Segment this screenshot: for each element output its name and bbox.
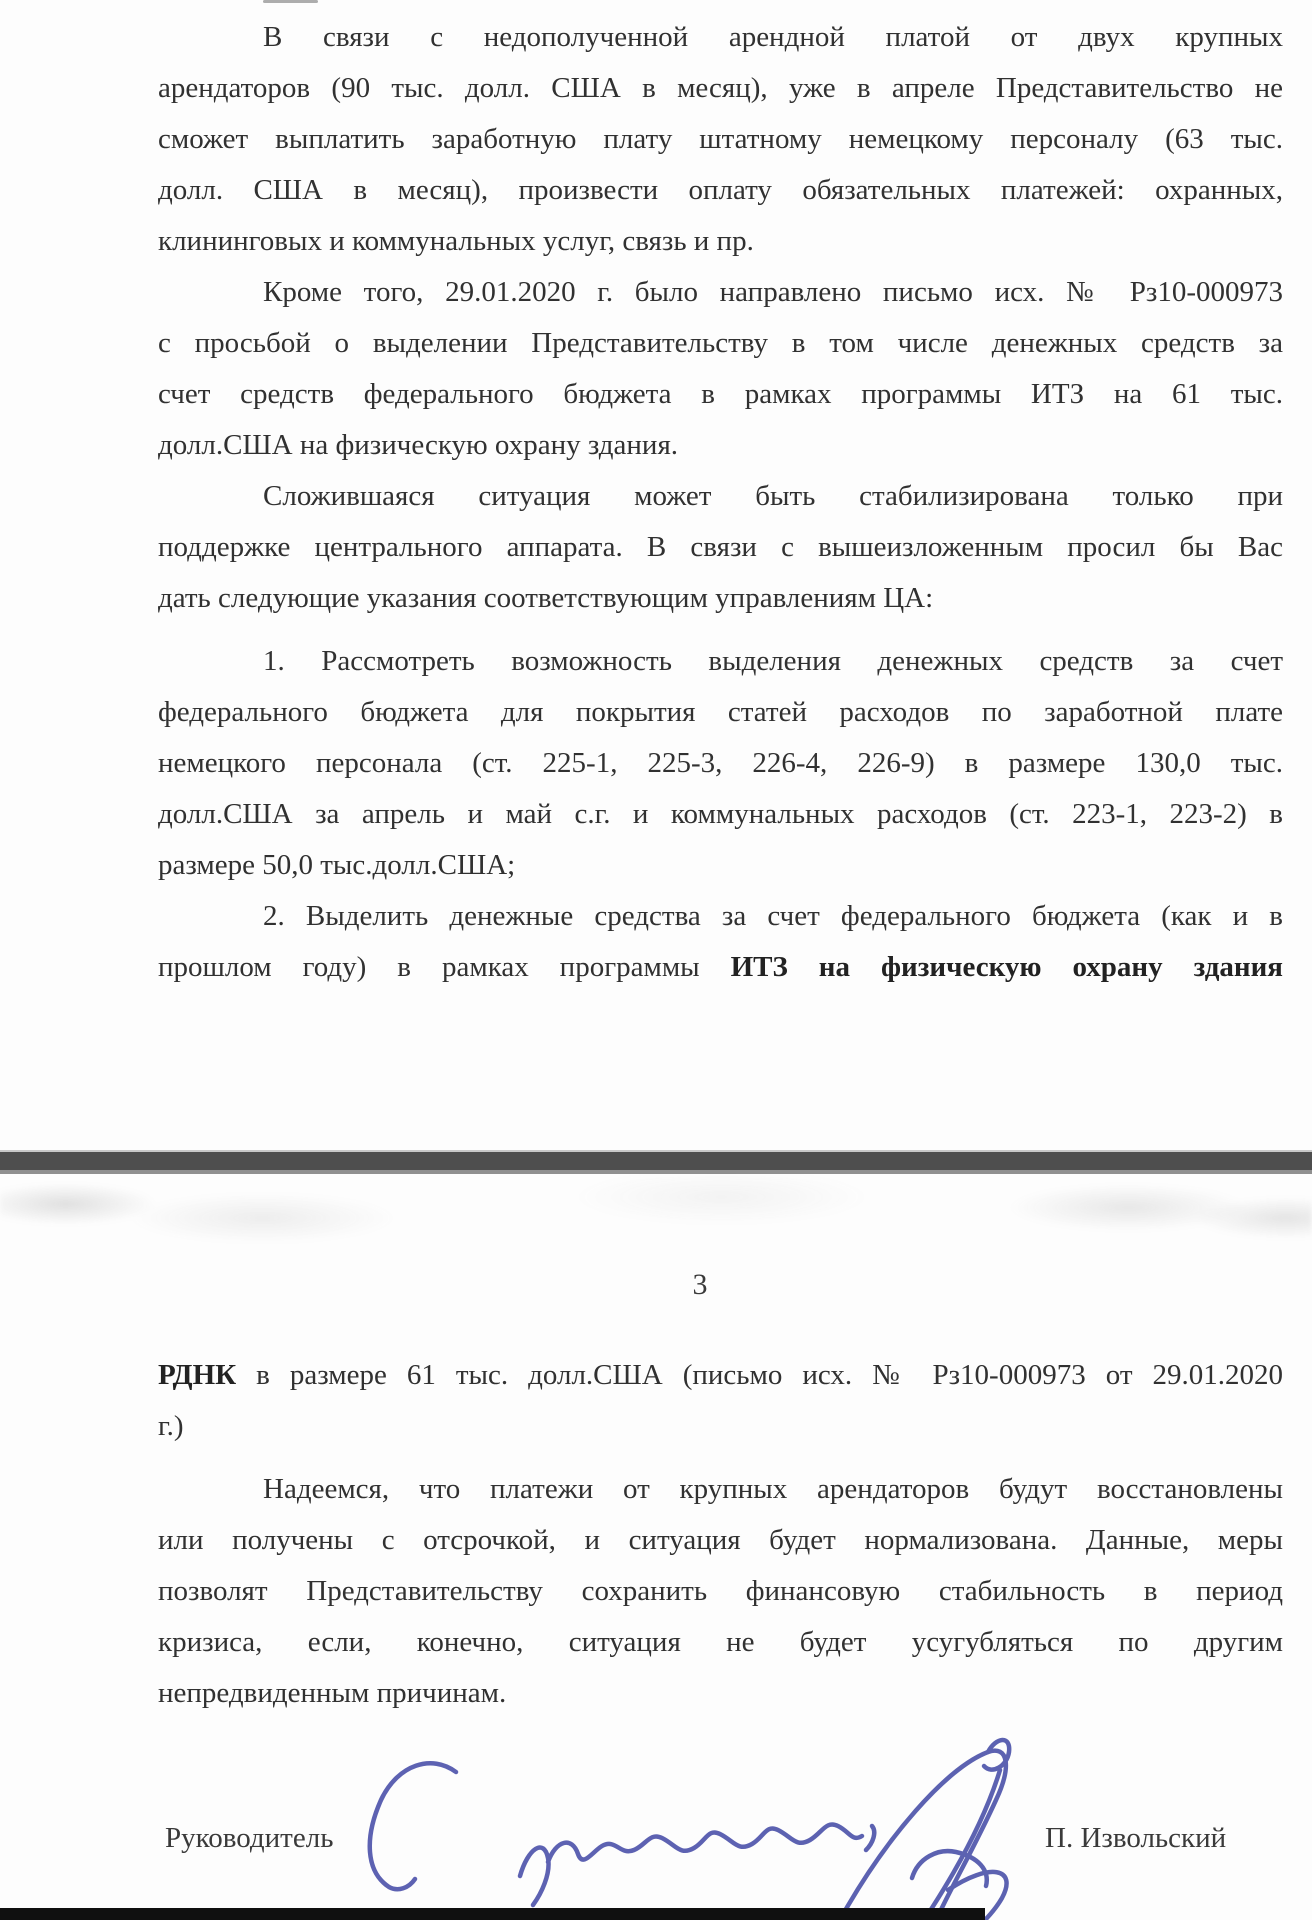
text-line: Кроме того, 29.01.2020 г. было направлено письмо исх. № Рз10-000973 — [263, 276, 1283, 308]
text-line: Сложившаяся ситуация может быть стабилизирована только при — [263, 480, 1283, 512]
text-line: арендаторов (90 тыс. долл. США в месяц), уже в апреле Представительство не — [158, 72, 1283, 104]
text-line: поддержке центрального аппарата. В связи с вышеизложенным просил бы Вас — [158, 531, 1283, 563]
text-line: долл. США в месяц), произвести оплату обязательных платежей: охранных, — [158, 174, 1283, 206]
text-line: федерального бюджета для покрытия статей расходов по заработной плате — [158, 696, 1283, 728]
bold-text: РДНК — [158, 1359, 237, 1391]
text-line: с просьбой о выделении Представительству в том числе денежных средств за — [158, 327, 1283, 359]
text-line: 2. Выделить денежные средства за счет федерального бюджета (как и в — [263, 900, 1283, 932]
text-line: сможет выплатить заработную плату штатному немецкому персоналу (63 тыс. — [158, 123, 1283, 155]
text-line: прошлом году) в рамках программы ИТЗ на физическую охрану здания — [158, 951, 1283, 983]
bold-text: ИТЗ на физическую охрану здания — [730, 951, 1283, 983]
text-line: Надеемся, что платежи от крупных арендаторов будут восстановлены — [263, 1473, 1283, 1505]
text-line: позволят Представительству сохранить финансовую стабильность в период — [158, 1575, 1283, 1607]
text-line: счет средств федерального бюджета в рамках программы ИТЗ на 61 тыс. — [158, 378, 1283, 410]
text-line: размере 50,0 тыс.долл.США; — [158, 849, 516, 881]
handwritten-greeting-word — [520, 1824, 862, 1905]
handwritten-greeting-c — [370, 1763, 456, 1889]
text-line: кризиса, если, конечно, ситуация не будет усугубляться по другим — [158, 1626, 1283, 1658]
signature-stroke-main — [842, 1751, 1006, 1916]
text-line: непредвиденным причинам. — [158, 1677, 507, 1709]
text-line: г.) — [158, 1410, 184, 1442]
handwritten-comma — [866, 1826, 874, 1850]
text-line: долл.США на физическую охрану здания. — [158, 429, 679, 461]
text-line: немецкого персонала (ст. 225-1, 225-3, 226-4, 226-9) в размере 130,0 тыс. — [158, 747, 1283, 779]
text-line: или получены с отсрочкой, и ситуация будет нормализована. Данные, меры — [158, 1524, 1283, 1556]
text-line: 1. Рассмотреть возможность выделения денежных средств за счет — [263, 645, 1283, 677]
scan-bottom-strip — [0, 1908, 985, 1920]
signoff-name-label: П. Извольский — [1045, 1822, 1227, 1854]
text-line: В связи с недополученной арендной платой от двух крупных — [263, 21, 1283, 53]
page-number: 3 — [692, 1268, 708, 1301]
text-line: РДНК в размере 61 тыс. долл.США (письмо исх. № Рз10-000973 от 29.01.2020 — [158, 1359, 1283, 1391]
text-line: долл.США за апрель и май с.г. и коммунальных расходов (ст. 223-1, 223-2) в — [158, 798, 1283, 830]
text-line: дать следующие указания соответствующим управлениям ЦА: — [158, 582, 934, 614]
text-line: клининговых и коммунальных услуг, связь и пр. — [158, 225, 754, 257]
signoff-position-label: Руководитель — [165, 1822, 334, 1854]
